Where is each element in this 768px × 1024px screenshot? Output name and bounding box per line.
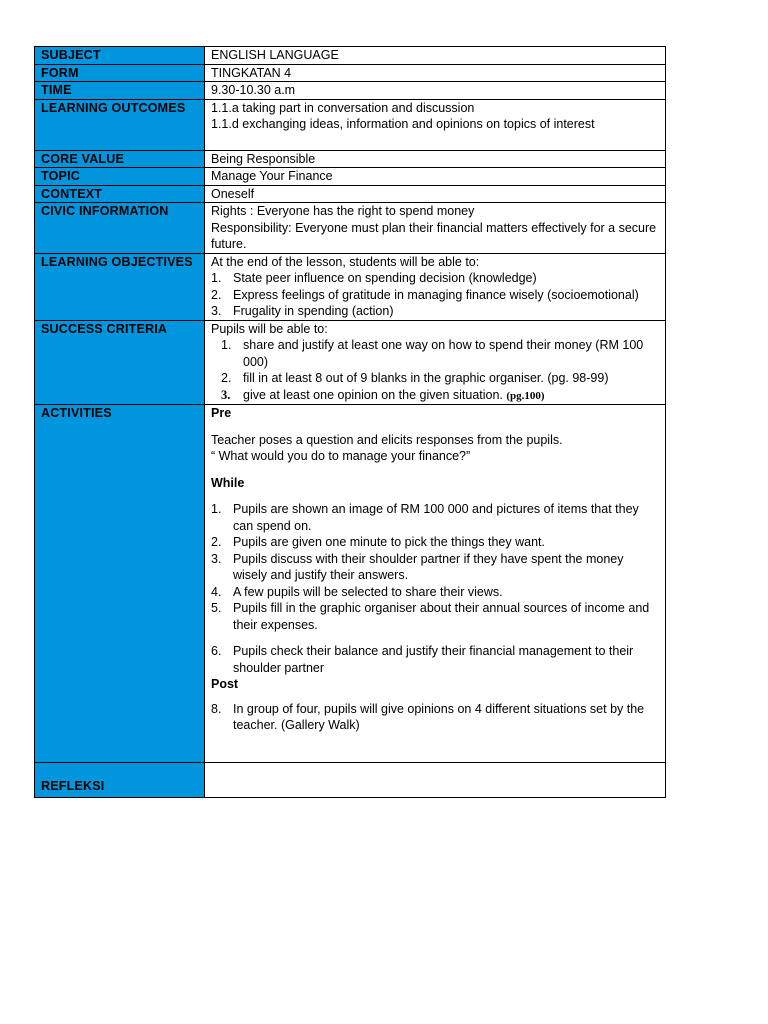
row-time: [35, 82, 666, 100]
item-text: Pupils are shown an image of RM 100 000 and pictures of items that they can spend on.: [233, 502, 639, 533]
list-item: [211, 387, 659, 405]
item-text: Pupils fill in the graphic organiser about their annual sources of income and their expenses.: [233, 601, 650, 632]
item-number: 3.: [221, 387, 231, 402]
label-subject: SUBJECT: [35, 47, 205, 65]
post-heading: Post: [211, 677, 239, 691]
row-civic: [35, 203, 666, 254]
item-text: Express feelings of gratitude in managing finance wisely (socioemotional): [233, 287, 639, 302]
row-form: [35, 64, 666, 82]
row-context: [35, 185, 666, 203]
page-reference: (pg.100): [506, 389, 545, 402]
item-text: Pupils discuss with their shoulder partner if they have spent the money wisely and justify their answers.: [233, 551, 624, 582]
item-number: 3.: [211, 304, 222, 318]
while-heading: While: [211, 475, 245, 490]
item-number: 2.: [221, 371, 232, 385]
value-subject: ENGLISH LANGUAGE: [205, 47, 666, 65]
item-number: 6.: [211, 644, 222, 658]
pre-line: Teacher poses a question and elicits responses from the pupils.: [211, 432, 563, 447]
label-refleksi: REFLEKSI: [35, 763, 205, 798]
item-text: Frugality in spending (action): [233, 304, 394, 318]
item-number: 8.: [211, 701, 222, 716]
while-list-continued: [211, 643, 659, 676]
label-objectives: LEARNING OBJECTIVES: [35, 253, 205, 320]
value-objectives: [205, 253, 666, 320]
item-text: fill in at least 8 out of 9 blanks in the graphic organiser. (pg. 98-99): [243, 371, 609, 385]
value-core-value: Being Responsible: [205, 150, 666, 168]
outcome-line: 1.1.a taking part in conversation and discussion: [211, 100, 475, 115]
lesson-plan-table: [34, 46, 666, 798]
value-topic: Manage Your Finance: [205, 168, 666, 186]
label-topic: TOPIC: [35, 168, 205, 186]
pre-question: “ What would you do to manage your finance?”: [211, 449, 471, 463]
outcome-line: 1.1.d exchanging ideas, information and opinions on topics of interest: [211, 117, 595, 131]
list-item: [211, 501, 659, 534]
row-success: [35, 320, 666, 405]
list-item: [211, 584, 659, 601]
objectives-list: [211, 270, 659, 320]
row-topic: [35, 168, 666, 186]
label-success: SUCCESS CRITERIA: [35, 320, 205, 405]
item-number: 2.: [211, 535, 222, 549]
list-item: [211, 701, 659, 734]
label-activities: ACTIVITIES: [35, 405, 205, 763]
pre-heading: Pre: [211, 406, 232, 420]
value-activities: [205, 405, 666, 763]
civic-responsibility: Responsibility: Everyone must plan their financial matters effectively for a secure future.: [211, 220, 657, 251]
item-number: 3.: [211, 551, 222, 566]
value-time: 9.30-10.30 a.m: [205, 82, 666, 100]
value-outcomes: [205, 99, 666, 150]
label-context: CONTEXT: [35, 185, 205, 203]
success-list: [211, 337, 659, 404]
while-list: [211, 501, 659, 633]
item-text: A few pupils will be selected to share their views.: [233, 584, 503, 599]
list-item: [211, 534, 659, 551]
label-outcomes: LEARNING OUTCOMES: [35, 99, 205, 150]
row-objectives: [35, 253, 666, 320]
label-form: FORM: [35, 64, 205, 82]
value-civic: [205, 203, 666, 254]
item-text: Pupils check their balance and justify their financial management to their shoulder partner: [233, 644, 634, 675]
item-text: give at least one opinion on the given situation.: [243, 387, 503, 402]
label-civic: CIVIC INFORMATION: [35, 203, 205, 254]
list-item: [211, 287, 659, 304]
objectives-intro: At the end of the lesson, students will be able to:: [211, 254, 480, 269]
item-text: In group of four, pupils will give opinions on 4 different situations set by the teacher. (Gallery Walk): [233, 701, 645, 732]
list-item: [211, 600, 659, 633]
list-item: [211, 551, 659, 584]
list-item: [211, 303, 659, 320]
list-item: [211, 643, 659, 676]
item-number: 1.: [211, 271, 222, 285]
list-item: [211, 270, 659, 287]
item-number: 1.: [221, 338, 232, 352]
value-context: Oneself: [205, 185, 666, 203]
success-intro: Pupils will be able to:: [211, 321, 328, 336]
row-activities: [35, 405, 666, 763]
list-item: [211, 337, 659, 370]
item-text: share and justify at least one way on how to spend their money (RM 100 000): [243, 338, 644, 369]
value-form: TINGKATAN 4: [205, 64, 666, 82]
item-number: 4.: [211, 584, 222, 599]
post-list: [211, 701, 659, 734]
item-text: State peer influence on spending decision (knowledge): [233, 271, 537, 285]
label-time: TIME: [35, 82, 205, 100]
value-refleksi: [205, 763, 666, 798]
row-core-value: [35, 150, 666, 168]
item-number: 5.: [211, 601, 222, 615]
label-core-value: CORE VALUE: [35, 150, 205, 168]
row-subject: [35, 47, 666, 65]
item-number: 2.: [211, 287, 222, 302]
list-item: [211, 370, 659, 387]
value-success: [205, 320, 666, 405]
row-outcomes: [35, 99, 666, 150]
item-number: 1.: [211, 502, 222, 516]
row-refleksi: [35, 763, 666, 798]
civic-rights: Rights : Everyone has the right to spend money: [211, 204, 475, 218]
item-text: Pupils are given one minute to pick the things they want.: [233, 535, 545, 549]
